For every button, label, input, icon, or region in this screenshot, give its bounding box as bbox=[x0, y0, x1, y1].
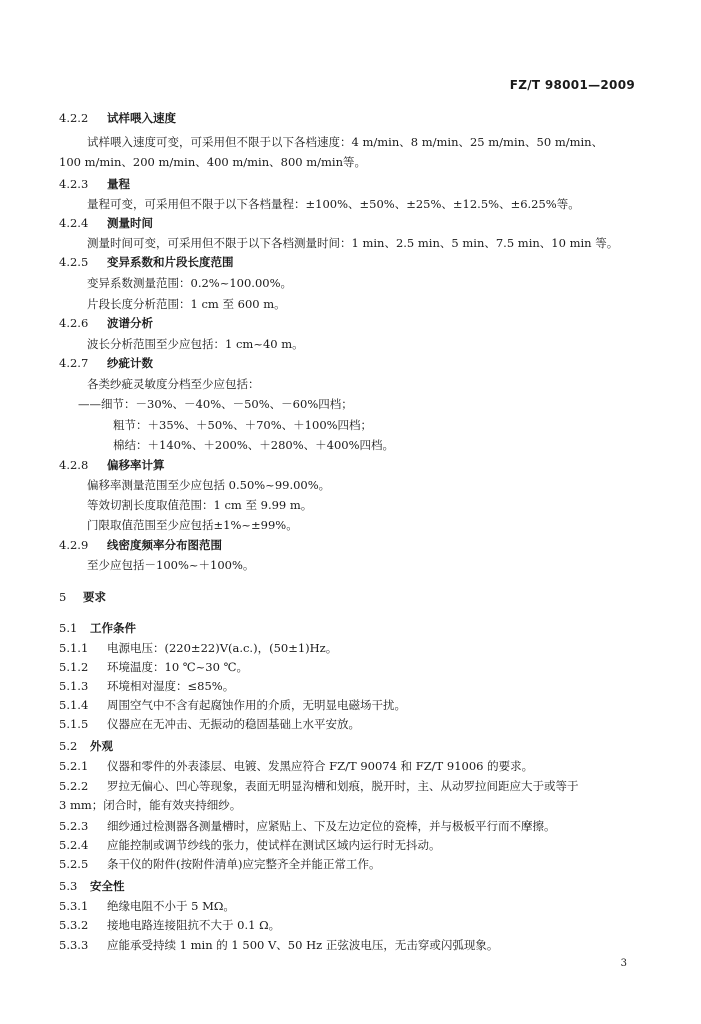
clause-text-continued: 3 mm；闭合时，能有效夹持细纱。 bbox=[59, 798, 242, 812]
clause-number: 5.2.1 bbox=[59, 759, 89, 773]
clause-number: 5.3 bbox=[59, 879, 78, 893]
page-number: 3 bbox=[620, 958, 627, 969]
clause-number: 5.3.3 bbox=[59, 938, 89, 952]
clause-text: 片段长度分析范围：1 cm 至 600 m。 bbox=[87, 297, 286, 311]
clause-text: 仪器应在无冲击、无振动的稳固基础上水平安放。 bbox=[107, 717, 360, 731]
clause-text: 绝缘电阻不小于 5 MΩ。 bbox=[107, 899, 235, 913]
clause-text: 环境相对湿度：≤85%。 bbox=[107, 679, 235, 693]
clause-text: 偏移率测量范围至少应包括 0.50%~99.00%。 bbox=[87, 478, 331, 492]
clause-text: 试样喂入速度可变，可采用但不限于以下各档速度：4 m/min、8 m/min、25 m/min、50 m/min、 bbox=[87, 135, 604, 149]
clause-text: 100 m/min、200 m/min、400 m/min、800 m/min等。 bbox=[59, 155, 366, 169]
clause-text: 应能控制或调节纱线的张力，使试样在测试区域内运行时无抖动。 bbox=[107, 838, 441, 852]
clause-text: 门限取值范围至少应包括±1%~±99%。 bbox=[87, 518, 298, 532]
clause-title: 量程 bbox=[107, 177, 130, 191]
clause-text: 环境温度：10 ℃~30 ℃。 bbox=[107, 660, 248, 674]
clause-number: 4.2.6 bbox=[59, 316, 89, 330]
clause-number: 5.1 bbox=[59, 621, 78, 635]
clause-title: 外观 bbox=[90, 739, 113, 753]
clause-text: 罗拉无偏心、凹心等现象，表面无明显沟槽和划痕，脱开时，主、从动罗拉间距应大于或等于 bbox=[107, 779, 579, 793]
clause-number: 5.1.3 bbox=[59, 679, 89, 693]
clause-title: 波谱分析 bbox=[107, 316, 153, 330]
clause-text: 周围空气中不含有起腐蚀作用的介质，无明显电磁场干扰。 bbox=[107, 698, 406, 712]
clause-number: 4.2.5 bbox=[59, 255, 89, 269]
clause-text: 细纱通过检测器各测量槽时，应紧贴上、下及左边定位的瓷棒，并与极板平行而不摩擦。 bbox=[107, 819, 556, 833]
clause-title: 变异系数和片段长度范围 bbox=[107, 255, 234, 269]
clause-number: 5.2.5 bbox=[59, 857, 89, 871]
clause-title: 偏移率计算 bbox=[107, 458, 165, 472]
list-item-neps: 棉结：＋140%、＋200%、＋280%、＋400%四档。 bbox=[113, 438, 395, 452]
section-title: 要求 bbox=[83, 590, 106, 604]
clause-text: 变异系数测量范围：0.2%~100.00%。 bbox=[87, 276, 293, 290]
clause-number: 4.2.3 bbox=[59, 177, 89, 191]
list-item-thick-place: 粗节：＋35%、＋50%、＋70%、＋100%四档； bbox=[113, 418, 373, 432]
clause-title: 试样喂入速度 bbox=[107, 111, 176, 125]
clause-text: 波长分析范围至少应包括：1 cm~40 m。 bbox=[87, 337, 304, 351]
clause-title: 纱疵计数 bbox=[107, 356, 153, 370]
clause-text: 至少应包括－100%~＋100%。 bbox=[87, 558, 255, 572]
clause-number: 5.1.4 bbox=[59, 698, 89, 712]
clause-number: 5.2.4 bbox=[59, 838, 89, 852]
clause-text: 测量时间可变，可采用但不限于以下各档测量时间：1 min、2.5 min、5 min、7.5 min、10 min 等。 bbox=[87, 236, 619, 250]
clause-text: 条干仪的附件(按附件清单)应完整齐全并能正常工作。 bbox=[107, 857, 381, 871]
clause-number: 4.2.9 bbox=[59, 538, 89, 552]
clause-title: 工作条件 bbox=[90, 621, 136, 635]
clause-number: 4.2.7 bbox=[59, 356, 89, 370]
clause-title: 安全性 bbox=[90, 879, 125, 893]
clause-number: 5.2 bbox=[59, 739, 78, 753]
clause-number: 5.1.1 bbox=[59, 641, 89, 655]
clause-number: 5.2.2 bbox=[59, 779, 89, 793]
clause-number: 4.2.4 bbox=[59, 216, 89, 230]
clause-text: 量程可变，可采用但不限于以下各档量程：±100%、±50%、±25%、±12.5%、±6.25%等。 bbox=[87, 197, 580, 211]
clause-text: 等效切割长度取值范围：1 cm 至 9.99 m。 bbox=[87, 498, 313, 512]
clause-number: 5.2.3 bbox=[59, 819, 89, 833]
clause-number: 4.2.2 bbox=[59, 111, 89, 125]
list-item-thin-place: ——细节：－30%、－40%、－50%、－60%四档； bbox=[78, 397, 353, 411]
clause-text: 应能承受持续 1 min 的 1 500 V、50 Hz 正弦波电压，无击穿或闪弧现象。 bbox=[107, 938, 499, 952]
clause-text: 各类纱疵灵敏度分档至少应包括： bbox=[87, 377, 260, 391]
clause-text: 仪器和零件的外表漆层、电镀、发黑应符合 FZ/T 90074 和 FZ/T 91006 的要求。 bbox=[107, 759, 534, 773]
clause-number: 5.1.5 bbox=[59, 717, 89, 731]
clause-title: 线密度频率分布图范围 bbox=[107, 538, 222, 552]
clause-number: 5.3.1 bbox=[59, 899, 89, 913]
clause-number: 5.1.2 bbox=[59, 660, 89, 674]
section-number: 5 bbox=[59, 590, 67, 604]
clause-text: 接地电路连接阻抗不大于 0.1 Ω。 bbox=[107, 918, 281, 932]
clause-number: 4.2.8 bbox=[59, 458, 89, 472]
clause-number: 5.3.2 bbox=[59, 918, 89, 932]
standard-code: FZ/T 98001—2009 bbox=[509, 78, 635, 92]
clause-title: 测量时间 bbox=[107, 216, 153, 230]
clause-text: 电源电压：(220±22)V(a.c.)，(50±1)Hz。 bbox=[107, 641, 338, 655]
